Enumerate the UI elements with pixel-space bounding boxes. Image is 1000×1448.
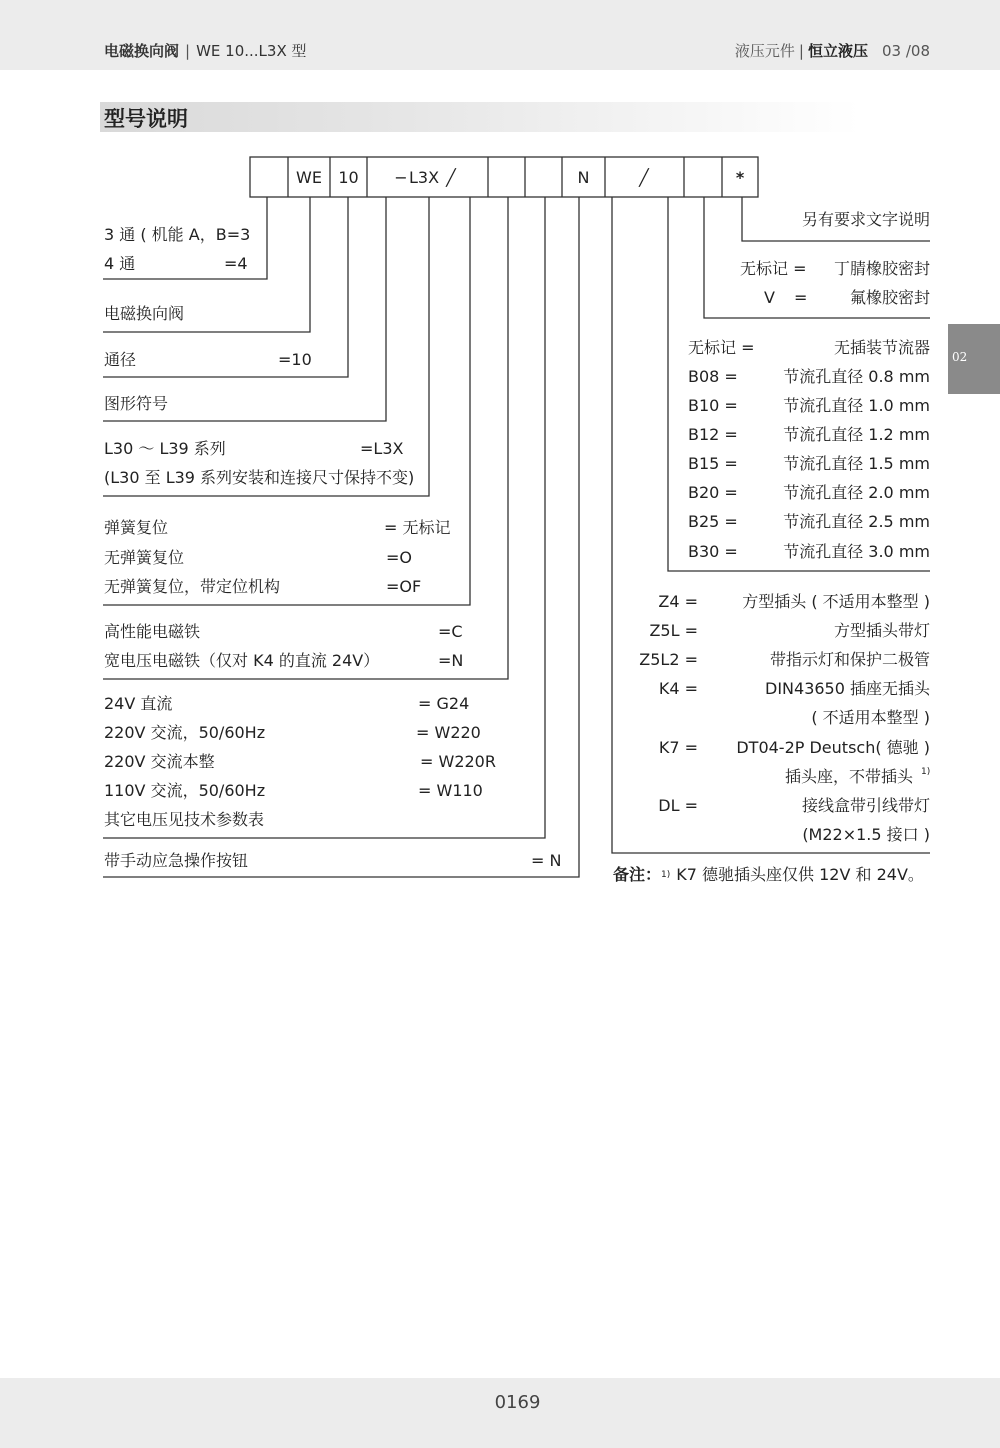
note-footnote-mark: 1)	[661, 870, 671, 880]
highperf-value: =C	[438, 622, 463, 641]
highperf-label: 高性能电磁铁	[104, 622, 201, 641]
dc24-value: = G24	[418, 694, 470, 713]
throttle-desc: 节流孔直径 1.2 mm	[783, 425, 930, 444]
plug-z5l-desc: 方型插头带灯	[833, 621, 930, 640]
ac220r-value: = W220R	[420, 752, 496, 771]
plug-k7-footnote-mark: 1)	[921, 767, 931, 777]
widevolt-value: =N	[438, 651, 464, 670]
spring-value: = 无标记	[384, 518, 451, 537]
throttle-desc: 节流孔直径 1.0 mm	[783, 396, 930, 415]
code-star: *	[735, 168, 745, 187]
plug-k7-desc: DT04-2P Deutsch( 德驰 )	[736, 738, 930, 757]
seal-nbr: 丁腈橡胶密封	[833, 259, 930, 278]
plug-z5l2-desc: 带指示灯和保护二极管	[769, 650, 930, 669]
nospring-value: =O	[386, 548, 412, 567]
page-number: 0169	[494, 1392, 541, 1413]
way-4-value: =4	[224, 254, 248, 273]
size-value: =10	[278, 350, 312, 369]
way-4: 4 通	[104, 254, 136, 273]
way-3: 3 通 ( 机能 A，B=3	[104, 225, 251, 244]
header-category: 液压元件	[734, 42, 795, 60]
seal-v-eq: =	[794, 288, 808, 307]
header-model: WE 10...L3X 型	[196, 42, 307, 60]
plug-z5l2-code: Z5L2 =	[639, 650, 698, 669]
throttle-code: B25 =	[688, 512, 738, 531]
ac110-label: 110V 交流，50/60Hz	[104, 781, 266, 800]
throttle-code: B30 =	[688, 542, 738, 561]
page-title: 型号说明	[104, 107, 188, 131]
detent-value: =OF	[386, 577, 422, 596]
header-brand-separator: |	[798, 42, 804, 60]
manual-label: 带手动应急操作按钮	[104, 851, 249, 870]
plug-dl-desc-2: (M22×1.5 接口 )	[802, 825, 930, 844]
plug-z5l-code: Z5L =	[649, 621, 698, 640]
spring-label: 弹簧复位	[104, 518, 169, 537]
ac220r-label: 220V 交流本整	[104, 752, 215, 771]
plug-dl-desc: 接线盒带引线带灯	[801, 796, 930, 815]
header-separator: |	[185, 42, 191, 60]
symbol-label: 图形符号	[104, 394, 169, 413]
valve-label: 电磁换向阀	[104, 304, 185, 323]
code-series: L3X	[408, 168, 440, 187]
plug-z4-code: Z4 =	[658, 592, 698, 611]
code-we: WE	[296, 168, 322, 187]
note-label: 备注：	[613, 865, 662, 884]
series-value: =L3X	[360, 439, 404, 458]
code-slash-2: ╱	[639, 168, 649, 187]
throttle-none-desc: 无插装节流器	[833, 338, 930, 357]
plug-k4-desc-2: ( 不适用本整型 )	[811, 708, 930, 727]
ac110-value: = W110	[418, 781, 483, 800]
note-text: K7 德驰插头座仅供 12V 和 24V。	[676, 865, 924, 884]
plug-k4-desc: DIN43650 插座无插头	[765, 679, 930, 698]
series-label: L30 ～ L39 系列	[104, 439, 226, 458]
header-product-name: 电磁换向阀	[104, 42, 180, 60]
code-size: 10	[338, 168, 359, 187]
nospring-label: 无弹簧复位	[104, 548, 185, 567]
plug-k7-desc-2: 插头座，不带插头	[784, 767, 913, 786]
size-label: 通径	[104, 350, 137, 369]
throttle-none-code: 无标记 =	[688, 338, 755, 357]
code-n: N	[577, 168, 590, 187]
throttle-code: B20 =	[688, 483, 738, 502]
chapter-tab-label: 02	[952, 350, 968, 364]
widevolt-label: 宽电压电磁铁（仅对 K4 的直流 24V）	[104, 651, 380, 670]
throttle-code: B15 =	[688, 454, 738, 473]
throttle-desc: 节流孔直径 2.0 mm	[783, 483, 930, 502]
manual-value: = N	[531, 851, 562, 870]
seal-v-code: V	[764, 288, 775, 307]
plug-z4-desc: 方型插头 ( 不适用本整型 )	[742, 592, 930, 611]
code-dash: −	[394, 168, 408, 187]
ac220-label: 220V 交流，50/60Hz	[104, 723, 266, 742]
header-brand-name: 恒立液压	[807, 42, 868, 60]
othervolt-label: 其它电压见技术参数表	[104, 810, 265, 829]
detent-label: 无弹簧复位，带定位机构	[104, 577, 281, 596]
throttle-desc: 节流孔直径 1.5 mm	[783, 454, 930, 473]
other-requirements: 另有要求文字说明	[801, 210, 930, 229]
page-footer	[0, 1378, 1000, 1448]
plug-dl-code: DL =	[658, 796, 698, 815]
throttle-desc: 节流孔直径 0.8 mm	[783, 367, 930, 386]
seal-fkm: 氟橡胶密封	[849, 288, 930, 307]
series-note: (L30 至 L39 系列安装和连接尺寸保持不变)	[104, 468, 415, 487]
plug-k4-code: K4 =	[658, 679, 698, 698]
throttle-code: B12 =	[688, 425, 738, 444]
throttle-code: B08 =	[688, 367, 738, 386]
header-page-ref: 03 /08	[882, 42, 930, 60]
throttle-desc: 节流孔直径 2.5 mm	[783, 512, 930, 531]
code-slash-1: ╱	[446, 168, 456, 187]
ac220-value: = W220	[416, 723, 481, 742]
note	[613, 865, 924, 885]
throttle-code: B10 =	[688, 396, 738, 415]
dc24-label: 24V 直流	[104, 694, 173, 713]
plug-k7-code: K7 =	[658, 738, 698, 757]
seal-none-code: 无标记 =	[740, 259, 807, 278]
throttle-desc: 节流孔直径 3.0 mm	[783, 542, 930, 561]
